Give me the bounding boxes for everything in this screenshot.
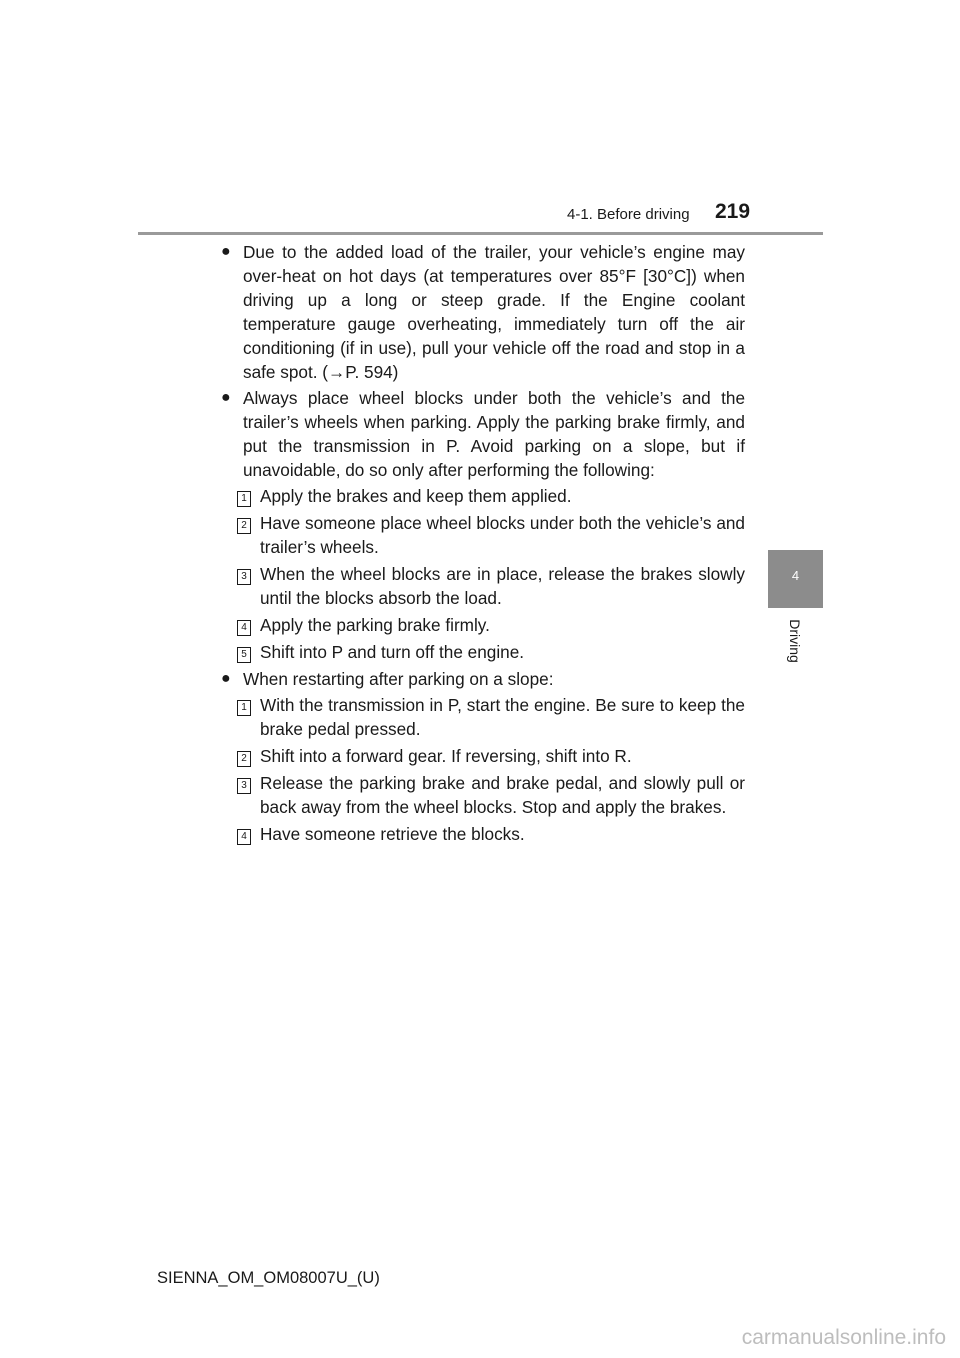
chapter-tab-number: 4	[791, 568, 800, 583]
step-number-badge: 3	[237, 778, 251, 794]
bullet-item	[221, 240, 745, 384]
step-number-badge: 4	[237, 620, 251, 636]
step-number-badge: 2	[237, 751, 251, 767]
step-text: Apply the brakes and keep them applied.	[260, 486, 572, 506]
bullet-text: Always place wheel blocks under both the vehicle’s and the trailer’s wheels when parking. Apply the parking brake firmly, and put the transmission in P. Avoid parking on a slope, but if unavoidable, do so only after performing the following:	[243, 388, 745, 480]
step-item	[243, 744, 745, 768]
step-item	[243, 511, 745, 559]
step-text: Shift into a forward gear. If reversing, shift into R.	[260, 746, 632, 766]
step-text: When the wheel blocks are in place, release the brakes slowly until the blocks absorb the load.	[260, 564, 745, 608]
document-code: SIENNA_OM_OM08007U_(U)	[157, 1269, 380, 1287]
step-number-badge: 1	[237, 700, 251, 716]
watermark: carmanualsonline.info	[741, 1326, 946, 1349]
step-item	[243, 771, 745, 819]
step-text: Apply the parking brake firmly.	[260, 615, 490, 635]
step-text: Release the parking brake and brake pedal, and slowly pull or back away from the wheel blocks. Stop and apply the brakes.	[260, 773, 745, 817]
step-text: Shift into P and turn off the engine.	[260, 642, 525, 662]
bullet-dot-icon: ●	[221, 389, 231, 406]
page-number: 219	[715, 200, 751, 223]
step-item	[243, 613, 745, 637]
bullet-text: Due to the added load of the trailer, your vehicle’s engine may over-heat on hot days (at temperatures over 85°F [30°C]) when driving up a long or steep grade. If the Engine coolant temperature gauge overheating, immediately turn off the air conditioning (if in use), pull your vehicle off the road and stop in a safe spot. (→P. 594)	[243, 242, 745, 382]
step-number-badge: 4	[237, 829, 251, 845]
section-title: 4-1. Before driving	[567, 206, 690, 223]
bullet-dot-icon: ●	[221, 243, 231, 260]
bullet-text: When restarting after parking on a slope:	[243, 669, 554, 689]
step-number-badge: 2	[237, 518, 251, 534]
page-content	[221, 240, 745, 849]
step-item	[243, 640, 745, 664]
step-number-badge: 1	[237, 491, 251, 507]
bullet-dot-icon: ●	[221, 670, 231, 687]
step-text: With the transmission in P, start the engine. Be sure to keep the brake pedal pressed.	[260, 695, 745, 739]
step-text: Have someone place wheel blocks under both the vehicle’s and trailer’s wheels.	[260, 513, 745, 557]
header-rule	[138, 232, 823, 235]
step-number-badge: 3	[237, 569, 251, 585]
bullet-item	[221, 386, 745, 482]
step-text: Have someone retrieve the blocks.	[260, 824, 525, 844]
step-item	[243, 693, 745, 741]
step-item	[243, 484, 745, 508]
step-number-badge: 5	[237, 647, 251, 663]
step-item	[243, 562, 745, 610]
bullet-item	[221, 667, 745, 691]
chapter-tab-label: Driving	[787, 619, 803, 663]
step-item	[243, 822, 745, 846]
